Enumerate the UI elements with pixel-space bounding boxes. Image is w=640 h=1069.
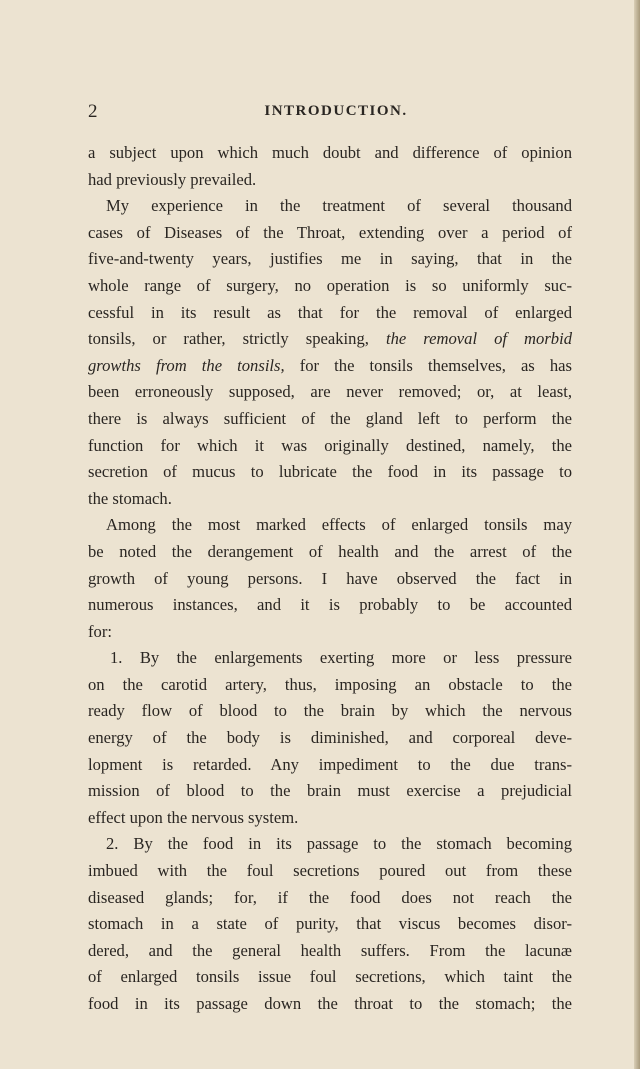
text-line [88, 752, 572, 779]
text-line [88, 805, 572, 832]
text-line [88, 193, 572, 220]
text-line [88, 539, 572, 566]
text-run: imbued with the foul secretions poured out from these [88, 861, 572, 881]
text-run: secretion of mucus to lubricate the food in its passage to [88, 462, 572, 482]
text-run: numerous instances, and it is probably to be accounted [88, 595, 572, 615]
body-text [88, 140, 572, 1018]
text-run: energy of the body is diminished, and corporeal deve- [88, 728, 572, 748]
text-line [88, 326, 572, 353]
text-line [88, 592, 572, 619]
text-line [88, 725, 572, 752]
text-line [88, 486, 572, 513]
text-line [88, 246, 572, 273]
text-line [88, 433, 572, 460]
text-run: cessful in its result as that for the removal of enlarged [88, 302, 572, 322]
text-line [88, 459, 572, 486]
text-line [88, 512, 572, 539]
text-run: mission of blood to the brain must exercise a prejudicial [88, 781, 572, 801]
text-run: My experience in the treatment of several thousand [106, 196, 572, 216]
text-run: 1. By the enlargements exerting more or less pressure [110, 648, 572, 668]
text-line [88, 406, 572, 433]
text-line [88, 964, 572, 991]
text-run: food in its passage down the throat to the stomach; the [88, 994, 572, 1013]
text-line [88, 672, 572, 699]
text-run: growth of young persons. I have observed the fact in [88, 568, 572, 588]
italic-run: growths from the tonsils, [88, 355, 285, 375]
text-line [88, 220, 572, 247]
text-run: effect upon the nervous system. [88, 807, 299, 827]
text-run: on the carotid artery, thus, imposing an obstacle to the [88, 674, 572, 694]
text-run: been erroneously supposed, are never removed; or, at least, [88, 382, 572, 402]
text-line [88, 167, 572, 194]
text-line [88, 379, 572, 406]
text-line [88, 273, 572, 300]
text-line [88, 938, 572, 965]
text-line [88, 353, 572, 380]
text-run: Among the most marked effects of enlarged tonsils may [106, 515, 572, 535]
text-run: ready flow of blood to the brain by which the nervous [88, 701, 572, 721]
text-line [88, 645, 572, 672]
text-line [88, 858, 572, 885]
text-line [88, 698, 572, 725]
text-run: lopment is retarded. Any impediment to the due trans- [88, 754, 572, 774]
running-head-title: INTRODUCTION. [264, 103, 408, 119]
italic-run: the removal of morbid [385, 329, 573, 349]
text-line [88, 831, 572, 858]
page-number: 2 [88, 101, 98, 122]
text-run: cases of Diseases of the Throat, extending over a period of [88, 222, 572, 242]
text-run: tonsils, or rather, strictly speaking, [88, 329, 386, 349]
text-run: stomach in a state of purity, that viscus becomes disor- [88, 914, 572, 934]
text-line [88, 140, 572, 167]
text-run: five-and-twenty years, justifies me in saying, that in the [88, 249, 572, 269]
text-run: for the tonsils themselves, as has [284, 355, 572, 375]
text-line [88, 991, 572, 1018]
page-edge [634, 0, 640, 1069]
text-run: a subject upon which much doubt and difference of opinion [88, 143, 572, 162]
text-run: 2. By the food in its passage to the stomach becoming [106, 834, 572, 854]
text-run: dered, and the general health suffers. From the lacunæ [88, 940, 572, 960]
text-line [88, 619, 572, 646]
text-run: of enlarged tonsils issue foul secretions, which taint the [88, 967, 572, 987]
text-run: whole range of surgery, no operation is so uniformly suc- [88, 275, 572, 295]
text-line [88, 911, 572, 938]
text-run: for: [88, 621, 112, 641]
running-head [64, 101, 574, 125]
text-line [88, 778, 572, 805]
text-run: function for which it was originally destined, namely, the [88, 435, 572, 455]
text-line [88, 885, 572, 912]
text-run: had previously prevailed. [88, 169, 257, 189]
text-line [88, 566, 572, 593]
text-run: there is always sufficient of the gland left to perform the [88, 408, 572, 428]
text-line [88, 300, 572, 327]
text-run: be noted the derangement of health and the arrest of the [88, 541, 572, 561]
text-run: the stomach. [88, 488, 172, 508]
text-run: diseased glands; for, if the food does not reach the [88, 887, 572, 907]
